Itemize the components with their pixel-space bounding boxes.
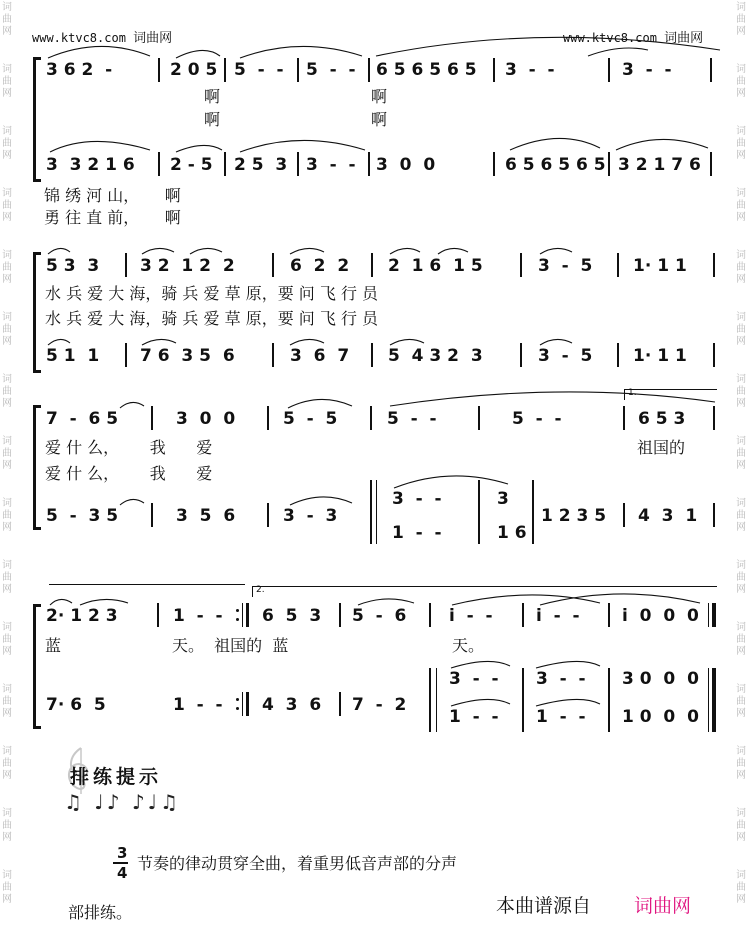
- watermark-char: 曲: [736, 200, 746, 211]
- watermark-char: 词: [2, 2, 12, 13]
- measure: 3 0 0 0: [622, 669, 699, 689]
- lyric: 天。: [452, 636, 485, 655]
- measure: 6 5 6 5 6 5: [376, 60, 477, 80]
- watermark-char: 网: [2, 584, 12, 595]
- watermark-char: 曲: [736, 572, 746, 583]
- watermark-char: 曲: [2, 820, 12, 831]
- watermark-char: 词: [736, 684, 746, 695]
- watermark-char: 网: [736, 832, 746, 843]
- measure: 2 5 3: [234, 155, 288, 175]
- lyric: 啊: [204, 110, 221, 129]
- lyric: 蓝: [45, 636, 62, 655]
- watermark-char: 网: [2, 26, 12, 37]
- measure: 1 - -: [173, 606, 223, 626]
- watermark-char: 曲: [736, 324, 746, 335]
- watermark-char: 词: [736, 622, 746, 633]
- watermark-char: 词: [736, 250, 746, 261]
- measure: 5 1 1: [46, 346, 100, 366]
- watermark-char: 曲: [2, 448, 12, 459]
- measure: 5 3 3: [46, 256, 100, 276]
- measure: 1· 1 1: [633, 256, 687, 276]
- measure: 1 6: [497, 523, 527, 543]
- measure: 1 - -: [392, 523, 442, 543]
- watermark-char: 词: [736, 312, 746, 323]
- measure: 5 - 5: [283, 409, 338, 429]
- watermark-char: 词: [2, 622, 12, 633]
- tip-text-line-1: 节奏的律动贯穿全曲，着重男低音声部的分声: [137, 854, 458, 873]
- watermark-char: 词: [736, 746, 746, 757]
- measure: 1· 1 1: [633, 346, 687, 366]
- watermark-char: 网: [736, 460, 746, 471]
- lyric-line: 锦 绣 河 山， 啊: [44, 186, 181, 205]
- measure: 5 - -: [512, 409, 562, 429]
- header-right-url: www.ktvc8.com: [563, 31, 657, 45]
- measure: 5 4 3 2 3: [388, 346, 483, 366]
- watermark-char: 词: [736, 808, 746, 819]
- watermark-char: 网: [2, 88, 12, 99]
- watermark-char: 网: [736, 646, 746, 657]
- watermark-char: 词: [2, 684, 12, 695]
- watermark-char: 词: [736, 64, 746, 75]
- watermark-char: 曲: [2, 572, 12, 583]
- watermark-char: 词: [2, 250, 12, 261]
- watermark-char: 网: [736, 708, 746, 719]
- watermark-char: 网: [2, 398, 12, 409]
- measure: 6 5 6 5 6 5: [505, 155, 606, 175]
- watermark-char: 网: [736, 274, 746, 285]
- watermark-char: 曲: [2, 76, 12, 87]
- measure: 5 - 6: [352, 606, 407, 626]
- watermark-char: 曲: [736, 510, 746, 521]
- watermark-char: 词: [2, 870, 12, 881]
- watermark-char: 曲: [736, 820, 746, 831]
- measure: 3 2 1 2 2: [140, 256, 235, 276]
- lyric-line: 勇 往 直 前， 啊: [44, 208, 181, 227]
- measure: 5 - -: [234, 60, 284, 80]
- measure: 6 5 3: [638, 409, 686, 429]
- watermark-char: 曲: [2, 634, 12, 645]
- watermark-char: 曲: [736, 262, 746, 273]
- watermark-char: 曲: [736, 882, 746, 893]
- measure: 7· 6 5: [46, 695, 106, 715]
- watermark-char: 词: [2, 64, 12, 75]
- watermark-char: 网: [736, 584, 746, 595]
- watermark-char: 网: [2, 150, 12, 161]
- watermark-char: 曲: [736, 138, 746, 149]
- lyric: 祖国的: [637, 438, 686, 457]
- watermark-char: 网: [2, 894, 12, 905]
- lyric-line: 爱 什 么， 我 爱: [45, 464, 213, 483]
- watermark-char: 曲: [2, 696, 12, 707]
- measure: i 0 0 0: [622, 606, 699, 626]
- watermark-char: 词: [736, 870, 746, 881]
- measure: 2 1 6 1 5: [388, 256, 483, 276]
- watermark-char: 词: [2, 188, 12, 199]
- watermark-char: 词: [2, 808, 12, 819]
- measure: 6 2 2: [290, 256, 350, 276]
- measure: 1 - -: [173, 695, 223, 715]
- measure: 1 - -: [449, 707, 499, 727]
- measure: 5 - -: [306, 60, 356, 80]
- volta-number: 1.: [628, 388, 637, 398]
- watermark-char: 网: [736, 88, 746, 99]
- watermark-char: 曲: [2, 758, 12, 769]
- header-right-site: 词曲网: [664, 31, 704, 46]
- watermark-char: 网: [2, 274, 12, 285]
- lyric-line: 水 兵 爱 大 海，骑 兵 爱 草 原，要 问 飞 行 员: [45, 284, 379, 303]
- watermark-char: 曲: [2, 882, 12, 893]
- measure: 6 5 3: [262, 606, 322, 626]
- watermark-char: 曲: [736, 448, 746, 459]
- watermark-char: 词: [2, 374, 12, 385]
- measure: 4 3 6: [262, 695, 322, 715]
- watermark-char: 网: [736, 894, 746, 905]
- watermark-char: 网: [736, 150, 746, 161]
- measure: 1 2 3 5: [541, 506, 607, 526]
- measure: 3: [497, 489, 509, 509]
- watermark-char: 曲: [2, 200, 12, 211]
- watermark-char: 词: [2, 126, 12, 137]
- watermark-char: 网: [736, 212, 746, 223]
- time-signature-top: 3: [117, 844, 128, 862]
- watermark-char: 网: [736, 522, 746, 533]
- lyric: 啊: [204, 87, 221, 106]
- watermark-char: 曲: [2, 510, 12, 521]
- measure: 7 6 3 5 6: [140, 346, 235, 366]
- watermark-char: 曲: [736, 696, 746, 707]
- measure: 2· 1 2 3: [46, 606, 118, 626]
- watermark-char: 曲: [736, 758, 746, 769]
- measure: 3 2 1 7 6: [618, 155, 701, 175]
- watermark-char: 曲: [736, 14, 746, 25]
- watermark-char: 词: [2, 560, 12, 571]
- volta-number: 2.: [256, 585, 265, 595]
- watermark-char: 词: [736, 560, 746, 571]
- watermark-char: 网: [2, 708, 12, 719]
- watermark-char: 词: [736, 436, 746, 447]
- measure: 5 - -: [387, 409, 437, 429]
- watermark-char: 词: [736, 126, 746, 137]
- measure: 3 6 2 -: [46, 60, 113, 80]
- measure: 1 0 0 0: [622, 707, 699, 727]
- watermark-char: 网: [2, 646, 12, 657]
- measure: i - -: [449, 606, 493, 626]
- watermark-char: 网: [736, 26, 746, 37]
- watermark-char: 网: [2, 770, 12, 781]
- measure: 3 - -: [306, 155, 356, 175]
- measure: 3 5 6: [176, 506, 236, 526]
- watermark-char: 曲: [2, 138, 12, 149]
- measure: 4 3 1: [638, 506, 698, 526]
- measure: 3 - -: [392, 489, 442, 509]
- measure: 3 - -: [536, 669, 586, 689]
- measure: 2 0 5: [170, 60, 218, 80]
- header-left-url: www.ktvc8.com: [32, 31, 126, 45]
- time-signature-bottom: 4: [117, 864, 128, 882]
- watermark-char: 网: [2, 212, 12, 223]
- watermark-char: 网: [2, 522, 12, 533]
- measure: 7 - 6 5: [46, 409, 119, 429]
- measure: 3 - 5: [538, 256, 593, 276]
- watermark-char: 网: [2, 336, 12, 347]
- watermark-char: 词: [2, 746, 12, 757]
- watermark-char: 网: [2, 460, 12, 471]
- watermark-char: 词: [736, 498, 746, 509]
- measure: 3 - 3: [283, 506, 338, 526]
- watermark-char: 曲: [2, 14, 12, 25]
- measure: 5 - 3 5: [46, 506, 119, 526]
- watermark-char: 词: [736, 2, 746, 13]
- watermark-char: 词: [2, 498, 12, 509]
- lyric: 啊: [371, 110, 388, 129]
- watermark-char: 网: [2, 832, 12, 843]
- source-brand-link[interactable]: 词曲网: [634, 895, 692, 917]
- measure: i - -: [536, 606, 580, 626]
- watermark-char: 曲: [736, 76, 746, 87]
- watermark-char: 网: [736, 770, 746, 781]
- measure: 3 6 7: [290, 346, 350, 366]
- watermark-char: 词: [736, 188, 746, 199]
- measure: 3 0 0: [176, 409, 236, 429]
- tips-title: 排练提示: [70, 766, 163, 788]
- watermark-char: 词: [2, 312, 12, 323]
- lyric: 啊: [371, 87, 388, 106]
- watermark-char: 网: [736, 336, 746, 347]
- watermark-char: 词: [2, 436, 12, 447]
- measure: 3 - -: [505, 60, 555, 80]
- watermark-char: 词: [736, 374, 746, 385]
- watermark-char: 曲: [736, 634, 746, 645]
- lyric-line: 天。 祖国的 蓝: [172, 636, 289, 655]
- music-notes-icon: ♫ ♩♪ ♪♩♫: [64, 790, 181, 814]
- watermark-char: 曲: [2, 262, 12, 273]
- watermark-char: 网: [736, 398, 746, 409]
- measure: 3 0 0: [376, 155, 436, 175]
- measure: 3 - 5: [538, 346, 593, 366]
- lyric-line: 水 兵 爱 大 海，骑 兵 爱 草 原，要 问 飞 行 员: [45, 309, 379, 328]
- measure: 7 - 2: [352, 695, 407, 715]
- lyric-line: 爱 什 么， 我 爱: [45, 438, 213, 457]
- watermark-char: 曲: [2, 324, 12, 335]
- watermark-char: 曲: [736, 386, 746, 397]
- measure: 3 - -: [449, 669, 499, 689]
- watermark-char: 曲: [2, 386, 12, 397]
- tip-text-line-2: 部排练。: [68, 903, 133, 922]
- measure: 2 - 5: [170, 155, 213, 175]
- measure: 3 3 2 1 6: [46, 155, 135, 175]
- source-label: 本曲谱源自: [496, 895, 592, 917]
- measure: 3 - -: [622, 60, 672, 80]
- header-left-site: 词曲网: [133, 31, 173, 46]
- measure: 1 - -: [536, 707, 586, 727]
